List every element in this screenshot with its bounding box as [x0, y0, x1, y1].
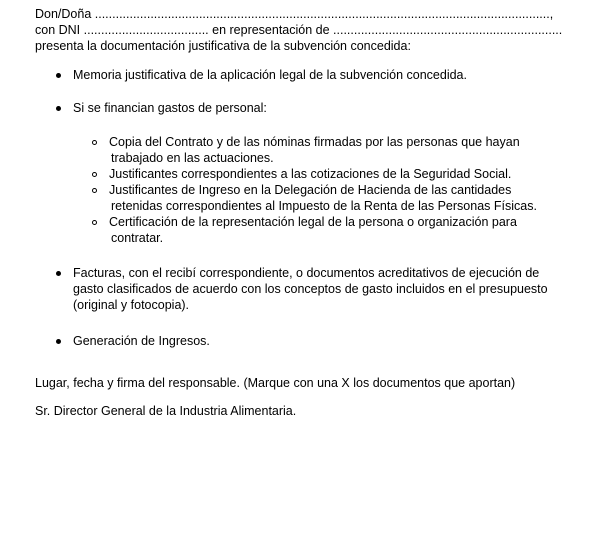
subitem-hacienda-line1: Justificantes de Ingreso en la Delegación de Hacienda de las cantidades	[109, 183, 512, 197]
subitem-contrato-line1: Copia del Contrato y de las nóminas firmadas por las personas que hayan	[109, 135, 520, 149]
footer-director-general: Sr. Director General de la Industria Alimentaria.	[35, 404, 297, 418]
item-facturas-line3: (original y fotocopia).	[73, 298, 190, 312]
footer-lugar-fecha-firma: Lugar, fecha y firma del responsable. (Marque con una X los documentos que aportan)	[35, 376, 516, 390]
item-memoria: Memoria justificativa de la aplicación legal de la subvención concedida.	[73, 68, 467, 82]
subitem-contrato-line2: trabajado en las actuaciones.	[111, 151, 274, 165]
sub-bullet-icon	[92, 140, 97, 145]
header-line-dni: con DNI .................................... en representación de ..................................................................	[35, 23, 563, 37]
subitem-certificacion-line1: Certificación de la representación legal de la persona o organización para	[109, 215, 517, 229]
subitem-seguridad-social: Justificantes correspondientes a las cotizaciones de la Seguridad Social.	[109, 167, 512, 181]
bullet-icon	[56, 106, 61, 111]
subitem-hacienda-line2: retenidas correspondientes al Impuesto de la Renta de las Personas Físicas.	[111, 199, 537, 213]
item-facturas-line1: Facturas, con el recibí correspondiente, o documentos acreditativos de ejecución de	[73, 266, 540, 280]
sub-bullet-icon	[92, 220, 97, 225]
item-generacion-ingresos: Generación de Ingresos.	[73, 334, 210, 348]
subitem-certificacion-line2: contratar.	[111, 231, 164, 245]
header-line-don-dona: Don/Doña ...................................................................................................................................,	[35, 7, 554, 21]
bullet-icon	[56, 73, 61, 78]
bullet-icon	[56, 271, 61, 276]
sub-bullet-icon	[92, 172, 97, 177]
header-line-presenta: presenta la documentación justificativa de la subvención concedida:	[35, 39, 411, 53]
bullet-icon	[56, 339, 61, 344]
sub-bullet-icon	[92, 188, 97, 193]
item-facturas-line2: gasto clasificados de acuerdo con los conceptos de gasto incluidos en el presupuesto	[73, 282, 548, 296]
item-gastos-personal: Si se financian gastos de personal:	[73, 101, 267, 115]
